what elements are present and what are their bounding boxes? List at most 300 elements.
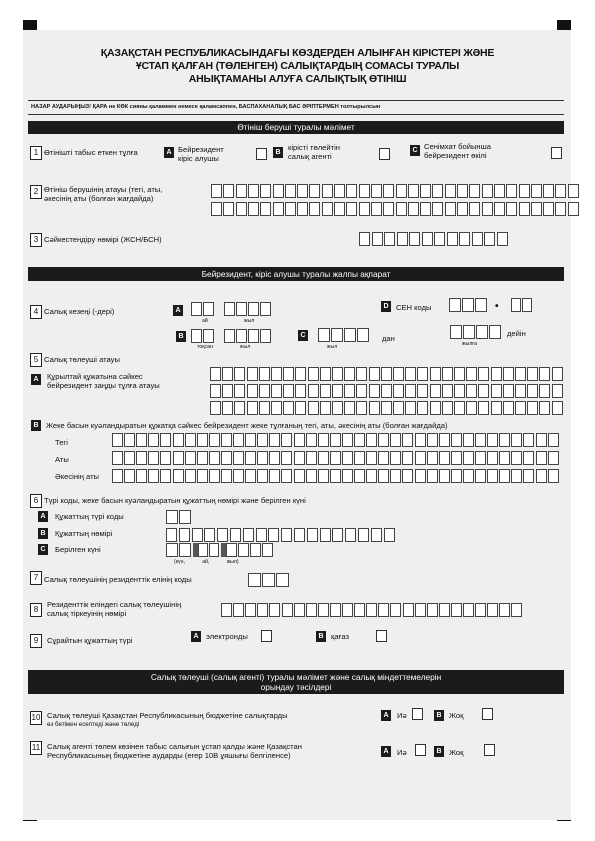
char-cell[interactable]	[359, 232, 370, 246]
char-cell[interactable]	[342, 603, 353, 617]
char-cell[interactable]	[257, 603, 268, 617]
char-cell[interactable]	[354, 603, 365, 617]
char-cell[interactable]	[344, 401, 355, 415]
char-cell[interactable]	[511, 298, 521, 312]
char-cell[interactable]	[543, 202, 554, 216]
char-cell[interactable]	[478, 384, 489, 398]
char-cell[interactable]	[478, 367, 489, 381]
char-cell[interactable]	[451, 433, 462, 447]
char-cell[interactable]	[543, 184, 554, 198]
char-cell[interactable]	[344, 384, 355, 398]
char-cell[interactable]	[445, 202, 456, 216]
char-cell[interactable]	[417, 367, 428, 381]
char-cell[interactable]	[451, 451, 462, 465]
char-cell[interactable]	[462, 298, 474, 312]
char-cell[interactable]	[519, 184, 530, 198]
char-cell[interactable]	[245, 469, 256, 483]
char-cell[interactable]	[283, 384, 294, 398]
char-cell[interactable]	[523, 451, 534, 465]
char-cell[interactable]	[527, 401, 538, 415]
char-cell[interactable]	[230, 528, 241, 542]
char-cell[interactable]	[439, 433, 450, 447]
char-cell[interactable]	[427, 451, 438, 465]
char-cell[interactable]	[482, 202, 493, 216]
char-cell[interactable]	[297, 202, 308, 216]
char-cell[interactable]	[234, 367, 245, 381]
char-cell[interactable]	[148, 433, 159, 447]
char-cell[interactable]	[160, 469, 171, 483]
char-cell[interactable]	[511, 433, 522, 447]
char-cell[interactable]	[308, 367, 319, 381]
char-cell[interactable]	[191, 302, 202, 316]
char-cell[interactable]	[402, 469, 413, 483]
char-cell[interactable]	[499, 451, 510, 465]
char-cell[interactable]	[260, 329, 271, 343]
char-cell[interactable]	[475, 603, 486, 617]
char-cell[interactable]	[233, 433, 244, 447]
nonresident-checkbox[interactable]	[256, 148, 267, 160]
char-cell[interactable]	[451, 603, 462, 617]
char-cell[interactable]	[346, 202, 357, 216]
char-cell[interactable]	[112, 433, 123, 447]
char-cell[interactable]	[248, 329, 259, 343]
char-cell[interactable]	[531, 184, 542, 198]
char-cell[interactable]	[457, 202, 468, 216]
char-cell[interactable]	[366, 433, 377, 447]
char-cell[interactable]	[366, 469, 377, 483]
char-cell[interactable]	[269, 603, 280, 617]
char-cell[interactable]	[136, 469, 147, 483]
char-cell[interactable]	[463, 603, 474, 617]
char-cell[interactable]	[536, 469, 547, 483]
char-cell[interactable]	[318, 328, 330, 342]
char-cell[interactable]	[463, 469, 474, 483]
char-cell[interactable]	[420, 184, 431, 198]
char-cell[interactable]	[405, 401, 416, 415]
char-cell[interactable]	[354, 469, 365, 483]
char-cell[interactable]	[472, 232, 483, 246]
char-cell[interactable]	[185, 469, 196, 483]
char-cell[interactable]	[322, 202, 333, 216]
char-cell[interactable]	[491, 401, 502, 415]
char-cell[interactable]	[371, 184, 382, 198]
char-cell[interactable]	[185, 451, 196, 465]
char-cell[interactable]	[268, 528, 279, 542]
char-cell[interactable]	[294, 433, 305, 447]
char-cell[interactable]	[124, 433, 135, 447]
char-cell[interactable]	[308, 401, 319, 415]
char-cell[interactable]	[356, 367, 367, 381]
char-cell[interactable]	[330, 433, 341, 447]
char-cell[interactable]	[166, 510, 178, 524]
char-cell[interactable]	[427, 603, 438, 617]
char-cell[interactable]	[197, 451, 208, 465]
char-cell[interactable]	[568, 202, 579, 216]
char-cell[interactable]	[233, 469, 244, 483]
char-cell[interactable]	[487, 451, 498, 465]
char-cell[interactable]	[248, 202, 259, 216]
char-cell[interactable]	[334, 184, 345, 198]
char-cell[interactable]	[248, 184, 259, 198]
char-cell[interactable]	[548, 451, 559, 465]
char-cell[interactable]	[223, 202, 234, 216]
char-cell[interactable]	[393, 401, 404, 415]
char-cell[interactable]	[285, 184, 296, 198]
char-cell[interactable]	[459, 232, 470, 246]
char-cell[interactable]	[390, 469, 401, 483]
char-cell[interactable]	[356, 401, 367, 415]
char-cell[interactable]	[226, 543, 237, 557]
char-cell[interactable]	[415, 469, 426, 483]
char-cell[interactable]	[417, 401, 428, 415]
char-cell[interactable]	[281, 528, 292, 542]
char-cell[interactable]	[402, 451, 413, 465]
char-cell[interactable]	[197, 433, 208, 447]
char-cell[interactable]	[318, 603, 329, 617]
char-cell[interactable]	[179, 528, 190, 542]
char-cell[interactable]	[247, 367, 258, 381]
char-cell[interactable]	[234, 384, 245, 398]
char-cell[interactable]	[306, 451, 317, 465]
char-cell[interactable]	[381, 401, 392, 415]
char-cell[interactable]	[515, 384, 526, 398]
char-cell[interactable]	[432, 184, 443, 198]
char-cell[interactable]	[475, 433, 486, 447]
char-cell[interactable]	[243, 528, 254, 542]
char-cell[interactable]	[408, 184, 419, 198]
char-cell[interactable]	[295, 367, 306, 381]
char-cell[interactable]	[342, 451, 353, 465]
char-cell[interactable]	[136, 451, 147, 465]
char-cell[interactable]	[306, 433, 317, 447]
char-cell[interactable]	[522, 298, 532, 312]
char-cell[interactable]	[248, 302, 259, 316]
char-cell[interactable]	[487, 469, 498, 483]
char-cell[interactable]	[475, 298, 487, 312]
char-cell[interactable]	[378, 451, 389, 465]
char-cell[interactable]	[236, 202, 247, 216]
char-cell[interactable]	[344, 328, 356, 342]
char-cell[interactable]	[369, 367, 380, 381]
char-cell[interactable]	[378, 603, 389, 617]
char-cell[interactable]	[248, 573, 261, 587]
char-cell[interactable]	[383, 202, 394, 216]
char-cell[interactable]	[422, 232, 433, 246]
char-cell[interactable]	[491, 367, 502, 381]
char-cell[interactable]	[463, 451, 474, 465]
char-cell[interactable]	[396, 202, 407, 216]
char-cell[interactable]	[185, 433, 196, 447]
char-cell[interactable]	[415, 603, 426, 617]
char-cell[interactable]	[372, 232, 383, 246]
char-cell[interactable]	[552, 401, 563, 415]
char-cell[interactable]	[384, 232, 395, 246]
char-cell[interactable]	[223, 184, 234, 198]
char-cell[interactable]	[445, 184, 456, 198]
char-cell[interactable]	[318, 469, 329, 483]
char-cell[interactable]	[269, 433, 280, 447]
char-cell[interactable]	[222, 384, 233, 398]
char-cell[interactable]	[527, 384, 538, 398]
char-cell[interactable]	[209, 451, 220, 465]
char-cell[interactable]	[482, 184, 493, 198]
char-cell[interactable]	[345, 528, 356, 542]
char-cell[interactable]	[322, 184, 333, 198]
char-cell[interactable]	[381, 384, 392, 398]
char-cell[interactable]	[539, 401, 550, 415]
char-cell[interactable]	[469, 202, 480, 216]
char-cell[interactable]	[466, 401, 477, 415]
char-cell[interactable]	[503, 367, 514, 381]
char-cell[interactable]	[269, 451, 280, 465]
char-cell[interactable]	[484, 232, 495, 246]
char-cell[interactable]	[259, 384, 270, 398]
char-cell[interactable]	[233, 603, 244, 617]
char-cell[interactable]	[466, 384, 477, 398]
char-cell[interactable]	[217, 528, 228, 542]
char-cell[interactable]	[257, 433, 268, 447]
char-cell[interactable]	[506, 202, 517, 216]
char-cell[interactable]	[222, 401, 233, 415]
char-cell[interactable]	[250, 543, 261, 557]
char-cell[interactable]	[390, 603, 401, 617]
char-cell[interactable]	[487, 433, 498, 447]
char-cell[interactable]	[503, 384, 514, 398]
char-cell[interactable]	[245, 433, 256, 447]
char-cell[interactable]	[476, 325, 488, 339]
char-cell[interactable]	[430, 367, 441, 381]
char-cell[interactable]	[281, 469, 292, 483]
char-cell[interactable]	[487, 603, 498, 617]
char-cell[interactable]	[402, 433, 413, 447]
char-cell[interactable]	[405, 384, 416, 398]
char-cell[interactable]	[260, 184, 271, 198]
char-cell[interactable]	[342, 469, 353, 483]
char-cell[interactable]	[523, 469, 534, 483]
char-cell[interactable]	[318, 433, 329, 447]
char-cell[interactable]	[332, 401, 343, 415]
char-cell[interactable]	[384, 528, 395, 542]
char-cell[interactable]	[439, 451, 450, 465]
char-cell[interactable]	[519, 202, 530, 216]
char-cell[interactable]	[499, 433, 510, 447]
char-cell[interactable]	[331, 328, 343, 342]
tax-agent-checkbox[interactable]	[379, 148, 390, 160]
char-cell[interactable]	[320, 367, 331, 381]
char-cell[interactable]	[469, 184, 480, 198]
char-cell[interactable]	[285, 202, 296, 216]
char-cell[interactable]	[210, 367, 221, 381]
char-cell[interactable]	[247, 401, 258, 415]
char-cell[interactable]	[236, 302, 247, 316]
char-cell[interactable]	[259, 367, 270, 381]
char-cell[interactable]	[221, 451, 232, 465]
char-cell[interactable]	[494, 202, 505, 216]
char-cell[interactable]	[499, 469, 510, 483]
char-cell[interactable]	[450, 325, 462, 339]
char-cell[interactable]	[359, 184, 370, 198]
char-cell[interactable]	[390, 433, 401, 447]
char-cell[interactable]	[397, 232, 408, 246]
char-cell[interactable]	[442, 384, 453, 398]
char-cell[interactable]	[320, 528, 331, 542]
withheld-yes-checkbox[interactable]	[415, 744, 426, 756]
char-cell[interactable]	[555, 202, 566, 216]
char-cell[interactable]	[112, 451, 123, 465]
char-cell[interactable]	[124, 451, 135, 465]
char-cell[interactable]	[294, 469, 305, 483]
char-cell[interactable]	[294, 603, 305, 617]
char-cell[interactable]	[409, 232, 420, 246]
char-cell[interactable]	[148, 451, 159, 465]
char-cell[interactable]	[536, 451, 547, 465]
char-cell[interactable]	[393, 367, 404, 381]
char-cell[interactable]	[371, 528, 382, 542]
char-cell[interactable]	[221, 469, 232, 483]
char-cell[interactable]	[309, 202, 320, 216]
char-cell[interactable]	[191, 329, 202, 343]
char-cell[interactable]	[527, 367, 538, 381]
representative-checkbox[interactable]	[551, 147, 562, 159]
char-cell[interactable]	[234, 401, 245, 415]
char-cell[interactable]	[222, 367, 233, 381]
char-cell[interactable]	[160, 433, 171, 447]
char-cell[interactable]	[396, 184, 407, 198]
char-cell[interactable]	[332, 528, 343, 542]
char-cell[interactable]	[427, 433, 438, 447]
char-cell[interactable]	[269, 469, 280, 483]
char-cell[interactable]	[124, 469, 135, 483]
char-cell[interactable]	[262, 573, 275, 587]
char-cell[interactable]	[294, 451, 305, 465]
char-cell[interactable]	[489, 325, 501, 339]
char-cell[interactable]	[511, 451, 522, 465]
char-cell[interactable]	[454, 367, 465, 381]
char-cell[interactable]	[221, 433, 232, 447]
char-cell[interactable]	[233, 451, 244, 465]
char-cell[interactable]	[260, 202, 271, 216]
char-cell[interactable]	[295, 384, 306, 398]
char-cell[interactable]	[282, 603, 293, 617]
char-cell[interactable]	[245, 451, 256, 465]
char-cell[interactable]	[449, 298, 461, 312]
char-cell[interactable]	[369, 401, 380, 415]
paper-checkbox[interactable]	[376, 630, 387, 642]
char-cell[interactable]	[378, 433, 389, 447]
char-cell[interactable]	[283, 367, 294, 381]
char-cell[interactable]	[224, 302, 235, 316]
char-cell[interactable]	[430, 384, 441, 398]
char-cell[interactable]	[330, 469, 341, 483]
char-cell[interactable]	[552, 384, 563, 398]
char-cell[interactable]	[346, 184, 357, 198]
char-cell[interactable]	[320, 401, 331, 415]
char-cell[interactable]	[366, 603, 377, 617]
char-cell[interactable]	[330, 451, 341, 465]
char-cell[interactable]	[294, 528, 305, 542]
char-cell[interactable]	[221, 603, 232, 617]
char-cell[interactable]	[466, 367, 477, 381]
char-cell[interactable]	[318, 451, 329, 465]
char-cell[interactable]	[257, 451, 268, 465]
char-cell[interactable]	[260, 302, 271, 316]
char-cell[interactable]	[463, 433, 474, 447]
char-cell[interactable]	[390, 451, 401, 465]
char-cell[interactable]	[320, 384, 331, 398]
char-cell[interactable]	[457, 184, 468, 198]
char-cell[interactable]	[515, 367, 526, 381]
char-cell[interactable]	[173, 433, 184, 447]
char-cell[interactable]	[259, 401, 270, 415]
char-cell[interactable]	[273, 202, 284, 216]
char-cell[interactable]	[427, 469, 438, 483]
char-cell[interactable]	[271, 367, 282, 381]
char-cell[interactable]	[281, 433, 292, 447]
char-cell[interactable]	[454, 401, 465, 415]
char-cell[interactable]	[295, 401, 306, 415]
char-cell[interactable]	[198, 543, 208, 557]
char-cell[interactable]	[209, 543, 219, 557]
char-cell[interactable]	[371, 202, 382, 216]
char-cell[interactable]	[210, 384, 221, 398]
char-cell[interactable]	[173, 451, 184, 465]
char-cell[interactable]	[136, 433, 147, 447]
char-cell[interactable]	[475, 451, 486, 465]
char-cell[interactable]	[491, 384, 502, 398]
char-cell[interactable]	[539, 384, 550, 398]
char-cell[interactable]	[344, 367, 355, 381]
char-cell[interactable]	[417, 384, 428, 398]
char-cell[interactable]	[454, 384, 465, 398]
self-paid-yes-checkbox[interactable]	[412, 708, 423, 720]
char-cell[interactable]	[203, 329, 214, 343]
char-cell[interactable]	[334, 202, 345, 216]
char-cell[interactable]	[356, 384, 367, 398]
char-cell[interactable]	[515, 401, 526, 415]
char-cell[interactable]	[420, 202, 431, 216]
char-cell[interactable]	[273, 184, 284, 198]
char-cell[interactable]	[393, 384, 404, 398]
char-cell[interactable]	[442, 367, 453, 381]
char-cell[interactable]	[197, 469, 208, 483]
char-cell[interactable]	[236, 184, 247, 198]
char-cell[interactable]	[434, 232, 445, 246]
char-cell[interactable]	[330, 603, 341, 617]
char-cell[interactable]	[405, 367, 416, 381]
char-cell[interactable]	[247, 384, 258, 398]
char-cell[interactable]	[539, 367, 550, 381]
char-cell[interactable]	[306, 469, 317, 483]
char-cell[interactable]	[497, 232, 508, 246]
electronic-checkbox[interactable]	[261, 630, 272, 642]
char-cell[interactable]	[478, 401, 489, 415]
char-cell[interactable]	[209, 469, 220, 483]
char-cell[interactable]	[271, 401, 282, 415]
char-cell[interactable]	[378, 469, 389, 483]
char-cell[interactable]	[211, 184, 222, 198]
char-cell[interactable]	[210, 401, 221, 415]
char-cell[interactable]	[463, 325, 475, 339]
char-cell[interactable]	[357, 328, 369, 342]
char-cell[interactable]	[209, 433, 220, 447]
char-cell[interactable]	[238, 543, 249, 557]
char-cell[interactable]	[447, 232, 458, 246]
withheld-no-checkbox[interactable]	[484, 744, 495, 756]
char-cell[interactable]	[494, 184, 505, 198]
char-cell[interactable]	[179, 543, 191, 557]
char-cell[interactable]	[503, 401, 514, 415]
char-cell[interactable]	[166, 528, 177, 542]
